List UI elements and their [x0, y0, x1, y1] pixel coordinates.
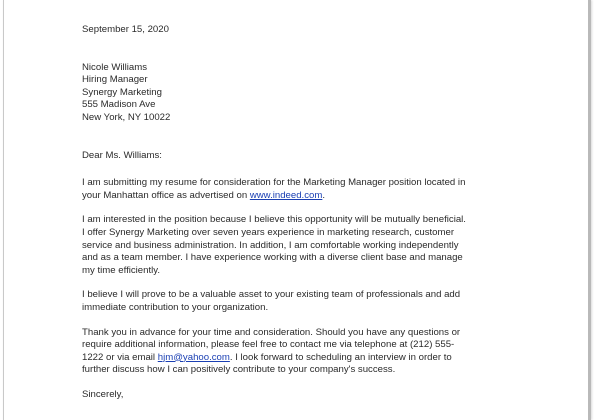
paragraph-4-line-2: require additional information, please feel free to contact me via telephone at (212) 555-: [82, 339, 455, 351]
paragraph-4-line-1: Thank you in advance for your time and consideration. Should you have any questions or: [82, 326, 461, 338]
paragraph-2-line: my time efficiently.: [82, 264, 161, 276]
paragraph-2-line: service and business administration. In addition, I am comfortable working independently: [82, 239, 459, 251]
paragraph-2-line: I offer Synergy Marketing over seven years experience in marketing research, customer: [82, 226, 455, 238]
paragraph-1-line-2: [82, 190, 522, 203]
paragraph-3-line: I believe I will prove to be a valuable asset to your existing team of professionals and add: [82, 289, 461, 301]
recipient-name: Nicole Williams: [82, 61, 148, 73]
paragraph-4: [82, 327, 522, 377]
paragraph-3: [82, 289, 522, 314]
paragraph-4-line-4: further discuss how I can positively contribute to your company's success.: [82, 364, 396, 376]
text-fragment: your Manhattan office as advertised on: [82, 189, 250, 201]
recipient-company: Synergy Marketing: [82, 86, 162, 98]
document-page: [3, 0, 591, 420]
paragraph-2-line: I am interested in the position because I believe this opportunity will be mutually beneficial.: [82, 214, 466, 226]
indeed-link[interactable]: www.indeed.com: [249, 189, 323, 201]
letter-date: September 15, 2020: [82, 24, 169, 35]
cover-letter: [82, 24, 522, 401]
paragraph-1: [82, 177, 522, 202]
salutation: Dear Ms. Williams:: [82, 149, 162, 161]
recipient-address: [82, 62, 522, 125]
paragraph-3-line: immediate contribution to your organization.: [82, 301, 269, 313]
paragraph-2-line: and as a team member. I have experience working with a diverse client base and manage: [82, 252, 463, 264]
paragraph-2: [82, 214, 522, 277]
paragraph-1-line-1: I am submitting my resume for consideration for the Marketing Manager position located in: [82, 177, 466, 189]
paragraph-4-line-3: [82, 352, 522, 365]
recipient-street: 555 Madison Ave: [82, 99, 156, 111]
text-fragment: .: [322, 189, 326, 201]
email-link[interactable]: hjm@yahoo.com: [157, 351, 230, 363]
text-fragment: . I look forward to scheduling an interview in order to: [229, 351, 452, 363]
recipient-city: New York, NY 10022: [82, 111, 171, 123]
text-fragment: 1222 or via email: [82, 351, 158, 363]
recipient-title: Hiring Manager: [82, 74, 148, 86]
closing: Sincerely,: [82, 388, 124, 400]
